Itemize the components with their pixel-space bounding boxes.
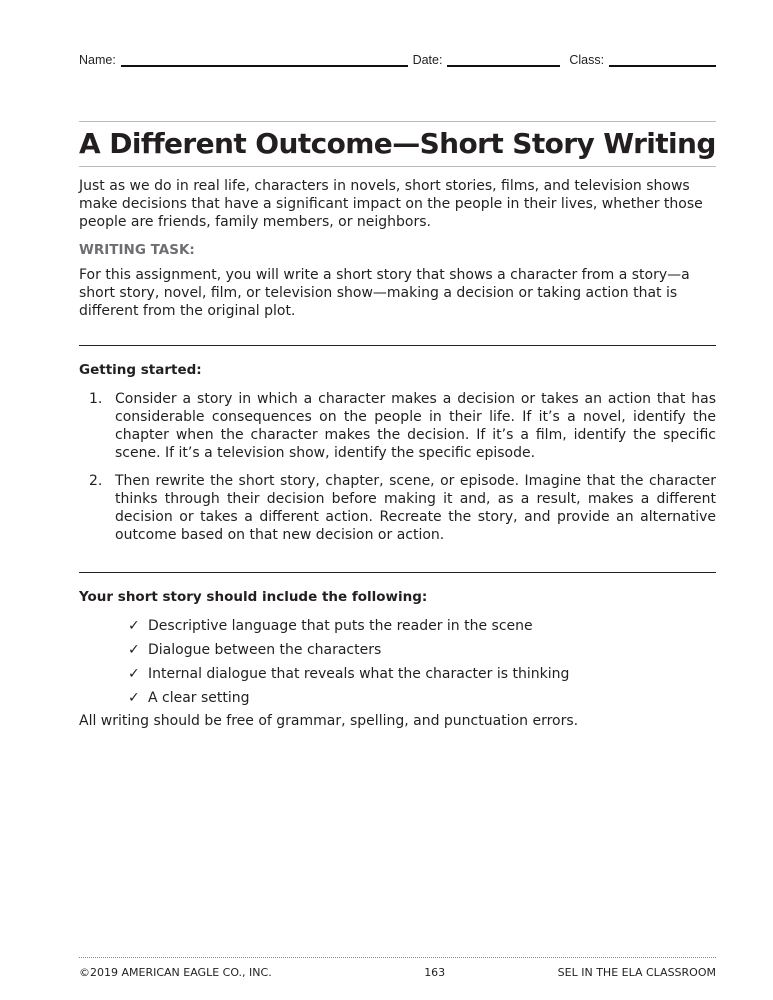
date-field[interactable] bbox=[447, 53, 560, 67]
list-number: 2. bbox=[89, 473, 103, 489]
page-title: A Different Outcome—Short Story Writing bbox=[79, 127, 716, 160]
class-field[interactable] bbox=[609, 53, 716, 67]
checkmark-icon: ✓ bbox=[128, 642, 140, 658]
list-item bbox=[79, 472, 716, 544]
requirements-label: Your short story should include the following: bbox=[79, 589, 428, 605]
copyright: ©2019 AMERICAN EAGLE CO., INC. bbox=[79, 966, 272, 979]
list-item bbox=[79, 390, 716, 462]
intro-paragraph: Just as we do in real life, characters in novels, short stories, films, and television shows make decisions that have a significant impact on the people in their lives, whether those people are friends, family members, or neighbors. bbox=[79, 178, 703, 230]
name-field[interactable] bbox=[121, 53, 408, 67]
closing-note: All writing should be free of grammar, spelling, and punctuation errors. bbox=[79, 713, 579, 729]
list-text: Then rewrite the short story, chapter, scene, or episode. Imagine that the character thinks through their decision before making it and, as a result, makes a different decision or takes a different action. Recreate the story, and provide an alternative outcome based on that new decision or action. bbox=[115, 473, 716, 543]
checklist-text: A clear setting bbox=[148, 690, 250, 706]
title-bottom-rule bbox=[79, 166, 716, 167]
list-text: Consider a story in which a character makes a decision or takes an action that has considerable consequences on the people in their life. If it’s a novel, identify the chapter when the character makes the decision. If it’s a film, identify the specific scene. If it’s a television show, identify the specific episode. bbox=[115, 391, 716, 461]
writing-task-label: WRITING TASK: bbox=[79, 242, 195, 258]
name-label: Name: bbox=[79, 53, 116, 67]
requirements-checklist bbox=[79, 614, 716, 710]
checkmark-icon: ✓ bbox=[128, 690, 140, 706]
page-number: 163 bbox=[424, 966, 446, 979]
student-info-header bbox=[79, 53, 716, 67]
book-title: SEL IN THE ELA CLASSROOM bbox=[557, 966, 716, 979]
writing-task-text: For this assignment, you will write a short story that shows a character from a story—a short story, novel, film, or television show—making a decision or taking action that is different from the original plot. bbox=[79, 267, 690, 319]
checklist-item bbox=[79, 614, 716, 638]
checklist-item bbox=[79, 686, 716, 710]
section-divider bbox=[79, 572, 716, 573]
date-label: Date: bbox=[412, 53, 443, 67]
getting-started-list bbox=[79, 390, 716, 544]
checklist-text: Dialogue between the characters bbox=[148, 642, 382, 658]
checklist-item bbox=[79, 662, 716, 686]
title-top-rule bbox=[79, 121, 716, 122]
footer-rule bbox=[79, 957, 716, 958]
checklist-text: Internal dialogue that reveals what the character is thinking bbox=[148, 666, 570, 682]
checklist-text: Descriptive language that puts the reader in the scene bbox=[148, 618, 533, 634]
checklist-item bbox=[79, 638, 716, 662]
class-label: Class: bbox=[569, 53, 605, 67]
checkmark-icon: ✓ bbox=[128, 666, 140, 682]
getting-started-label: Getting started: bbox=[79, 362, 202, 378]
section-divider bbox=[79, 345, 716, 346]
list-number: 1. bbox=[89, 391, 103, 407]
checkmark-icon: ✓ bbox=[128, 618, 140, 634]
page-footer bbox=[79, 966, 716, 979]
